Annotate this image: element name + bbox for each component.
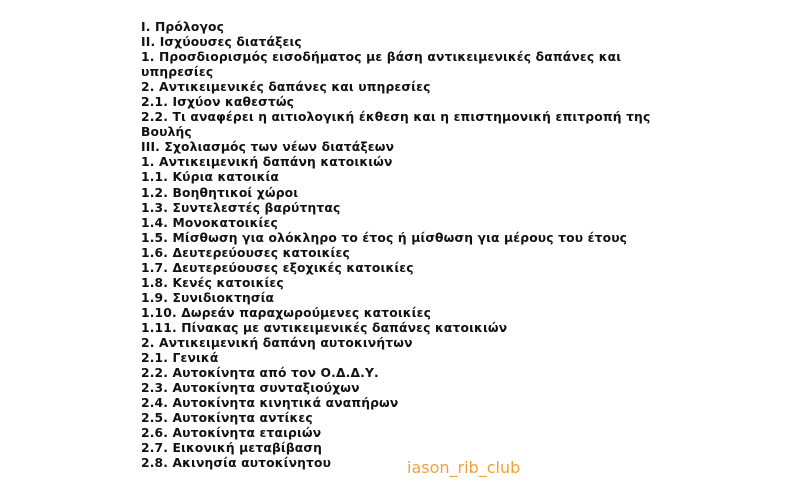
watermark: iason_rib_club [407,458,521,477]
toc-subitem: 1.9. Συνιδιοκτησία [141,290,275,305]
toc-subitem: 2.2. Τι αναφέρει η αιτιολογική έκθεση και η επιστημονική επιτροπή της [141,110,651,125]
toc-subitem: 2.1. Ισχύον καθεστώς [141,95,295,110]
toc-item: 2. Αντικειμενικές δαπάνες και υπηρεσίες [141,80,431,95]
toc-subitem: 1.3. Συντελεστές βαρύτητας [141,200,341,215]
toc-subitem: 1.5. Μίσθωση για ολόκληρο το έτος ή μίσθωση για μέρους του έτους [141,230,628,245]
toc-subitem: 1.2. Βοηθητικοί χώροι [141,185,299,200]
toc-subitem: 2.7. Εικονική μεταβίβαση [141,441,323,456]
toc-subitem: 1.4. Μονοκατοικίες [141,215,278,230]
toc-subitem: 2.5. Αυτοκίνητα αντίκες [141,411,313,426]
toc-subitem: 1.10. Δωρεάν παραχωρούμενες κατοικίες [141,305,432,320]
toc-item: 1. Προσδιορισμός εισοδήματος με βάση αντικειμενικές δαπάνες και [141,50,622,65]
toc-subitem: 2.2. Αυτοκίνητα από τον Ο.Δ.Δ.Υ. [141,366,379,381]
table-of-contents [141,20,651,471]
toc-subitem: 1.6. Δευτερεύουσες κατοικίες [141,245,350,260]
toc-subitem: 1.7. Δευτερεύουσες εξοχικές κατοικίες [141,260,414,275]
toc-subitem: 2.4. Αυτοκίνητα κινητικά αναπήρων [141,396,399,411]
toc-subitem: 1.11. Πίνακας με αντικειμενικές δαπάνες κατοικιών [141,320,508,335]
toc-subitem: 2.1. Γενικά [141,351,219,366]
toc-subitem: 1.1. Κύρια κατοικία [141,170,279,185]
toc-heading-commentary: III. Σχολιασμός των νέων διατάξεων [141,140,395,155]
toc-subitem: 2.3. Αυτοκίνητα συνταξιούχων [141,381,360,396]
toc-subitem-continuation: Βουλής [141,125,192,140]
toc-item: 2. Αντικειμενική δαπάνη αυτοκινήτων [141,335,413,350]
toc-item-continuation: υπηρεσίες [141,65,214,80]
toc-subitem: 2.6. Αυτοκίνητα εταιριών [141,426,322,441]
toc-heading-current-provisions: II. Ισχύουσες διατάξεις [141,35,302,50]
toc-subitem: 1.8. Κενές κατοικίες [141,275,284,290]
toc-subitem: 2.8. Ακινησία αυτοκίνητου [141,456,332,471]
toc-item: 1. Αντικειμενική δαπάνη κατοικιών [141,155,393,170]
toc-heading-prologue: I. Πρόλογος [141,20,225,34]
